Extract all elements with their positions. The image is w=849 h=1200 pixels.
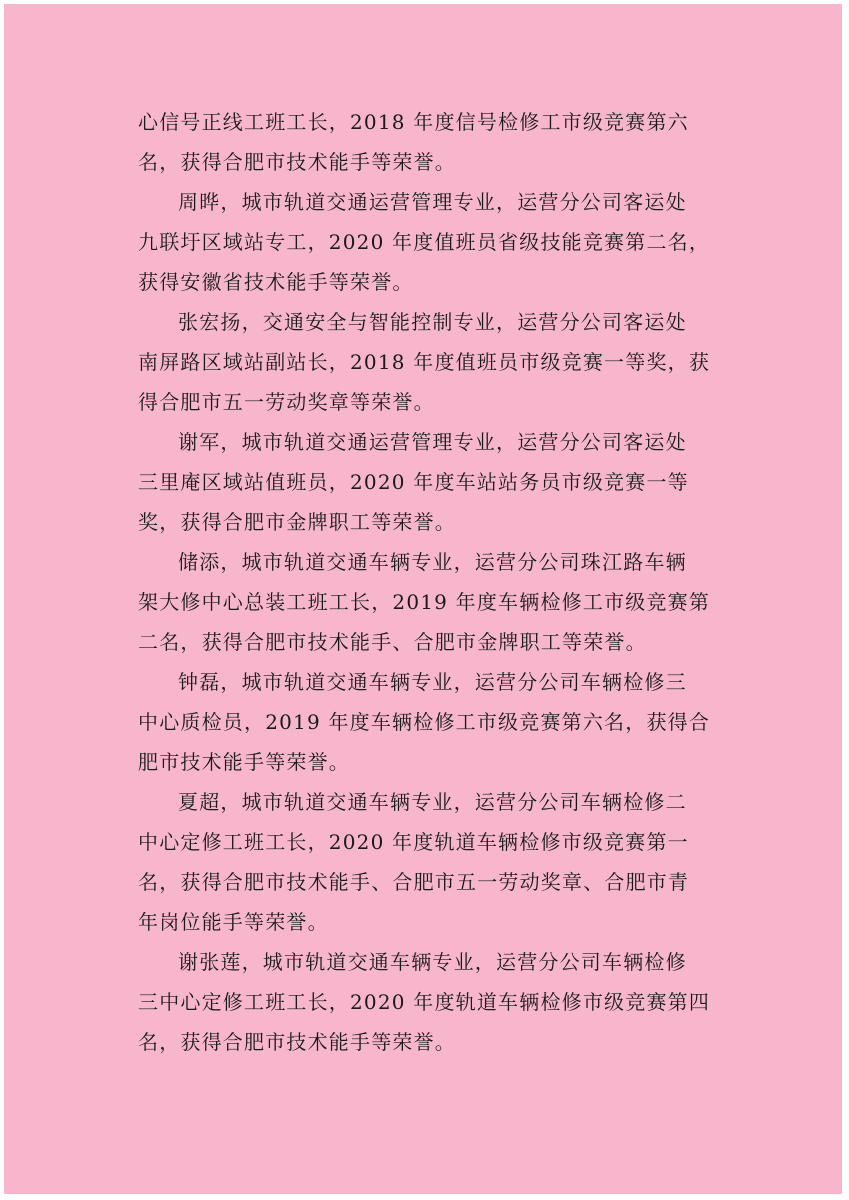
text-line: 储添，城市轨道交通车辆专业，运营分公司珠江路车辆 <box>178 550 687 574</box>
text-line: 谢军，城市轨道交通运营管理专业，运营分公司客运处 <box>178 430 687 454</box>
text-line: 中心定修工班工长，2020 年度轨道车辆检修市级竞赛第一 <box>138 830 689 854</box>
text-line: 心信号正线工班工长，2018 年度信号检修工市级竞赛第六 <box>138 110 689 134</box>
paragraph-1 <box>138 102 738 182</box>
paragraph-zhou-ye <box>138 182 738 302</box>
text-line: 三里庵区域站值班员，2020 年度车站站务员市级竞赛一等 <box>138 470 689 494</box>
text-line: 张宏扬，交通安全与智能控制专业，运营分公司客运处 <box>178 310 687 334</box>
paragraph-chu-tian <box>138 542 738 662</box>
text-line: 名，获得合肥市技术能手、合肥市五一劳动奖章、合肥市青 <box>138 870 690 894</box>
text-line: 夏超，城市轨道交通车辆专业，运营分公司车辆检修二 <box>178 790 687 814</box>
document-body <box>138 102 738 1062</box>
text-line: 获得安徽省技术能手等荣誉。 <box>138 270 414 294</box>
text-line: 南屏路区域站副站长，2018 年度值班员市级竞赛一等奖，获 <box>138 350 711 374</box>
text-line: 周晔，城市轨道交通运营管理专业，运营分公司客运处 <box>178 190 687 214</box>
text-line: 名，获得合肥市技术能手等荣誉。 <box>138 1030 456 1054</box>
text-line: 九联圩区域站专工，2020 年度值班员省级技能竞赛第二名， <box>138 230 711 254</box>
text-line: 二名，获得合肥市技术能手、合肥市金牌职工等荣誉。 <box>138 630 647 654</box>
text-line: 谢张莲，城市轨道交通车辆专业，运营分公司车辆检修 <box>178 950 687 974</box>
text-line: 肥市技术能手等荣誉。 <box>138 750 350 774</box>
text-line: 名，获得合肥市技术能手等荣誉。 <box>138 150 456 174</box>
paragraph-zhang-hongyang <box>138 302 738 422</box>
paragraph-zhong-lei <box>138 662 738 782</box>
text-line: 架大修中心总装工班工长，2019 年度车辆检修工市级竞赛第 <box>138 590 711 614</box>
document-page <box>4 4 842 1194</box>
text-line: 得合肥市五一劳动奖章等荣誉。 <box>138 390 435 414</box>
text-line: 年岗位能手等荣誉。 <box>138 910 329 934</box>
paragraph-xia-chao <box>138 782 738 942</box>
text-line: 中心质检员，2019 年度车辆检修工市级竞赛第六名，获得合 <box>138 710 711 734</box>
text-line: 钟磊，城市轨道交通车辆专业，运营分公司车辆检修三 <box>178 670 687 694</box>
text-line: 三中心定修工班工长，2020 年度轨道车辆检修市级竞赛第四 <box>138 990 711 1014</box>
paragraph-xie-zhanglian <box>138 942 738 1062</box>
text-line: 奖，获得合肥市金牌职工等荣誉。 <box>138 510 456 534</box>
paragraph-xie-jun <box>138 422 738 542</box>
